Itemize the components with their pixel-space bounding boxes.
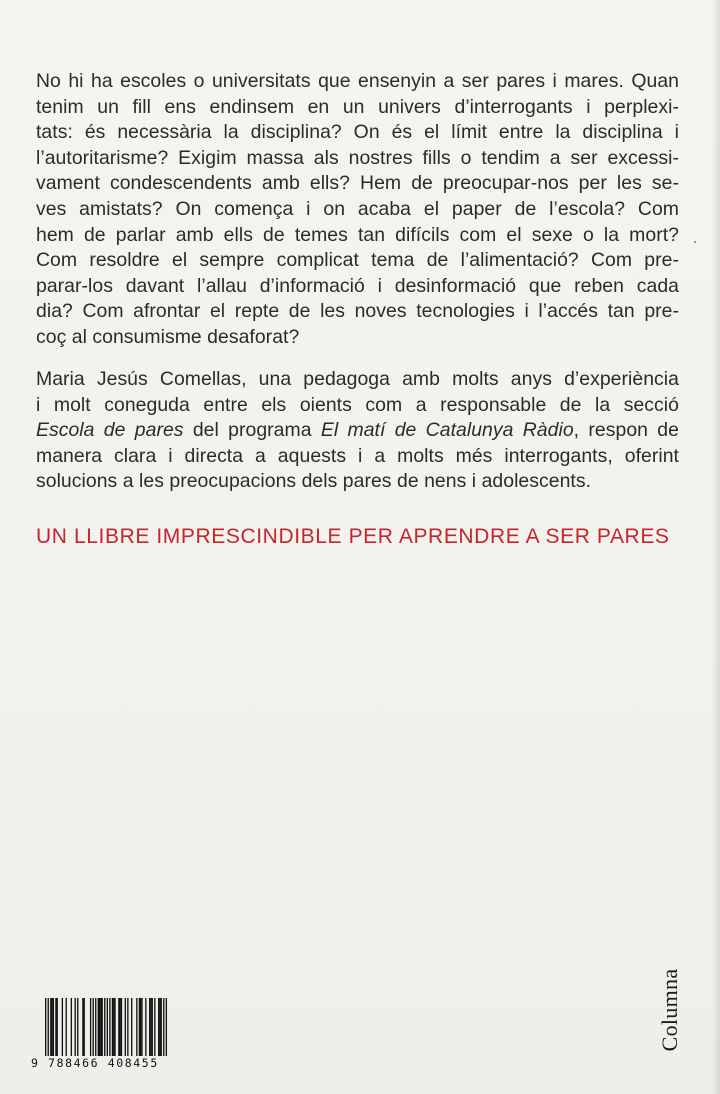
isbn-number: 9 788466 408455 [31, 1056, 159, 1070]
barcode-bar [163, 998, 164, 1056]
barcode-bars [45, 998, 167, 1056]
barcode-bar [100, 998, 101, 1056]
barcode-bar [45, 998, 46, 1056]
paragraph-1-line: coç al consumisme desaforat? [36, 325, 300, 348]
barcode-bar [75, 998, 76, 1056]
barcode-bar [136, 998, 137, 1056]
barcode-bar [104, 998, 105, 1056]
paragraph-1-line: No hi ha escoles o universitats que ensenyin a ser pares i mares. Quan [36, 70, 679, 92]
paragraph-1-line: ves amistats? On comença i on acaba el paper de l’escola? Com [36, 197, 679, 220]
barcode-bar [84, 998, 85, 1056]
barcode-bar [77, 998, 78, 1056]
publisher-logo [640, 960, 700, 1060]
barcode-bar [93, 998, 94, 1056]
paragraph-1-line: dia? Com afrontar el repte de les noves tecnologies i l’accés tan pre- [36, 300, 679, 323]
barcode-bar [118, 998, 119, 1056]
description-paragraph-1 [36, 69, 679, 351]
barcode-bar [114, 998, 115, 1056]
barcode-bar [141, 998, 142, 1056]
tagline: UN LLIBRE IMPRESCINDIBLE PER APRENDRE A SER PARES [36, 525, 670, 548]
barcode-bar [145, 998, 146, 1056]
barcode-bar [125, 998, 126, 1056]
barcode-bar [166, 998, 167, 1056]
radio-section-title: Escola de pares [36, 419, 184, 442]
barcode-bar [131, 998, 132, 1056]
barcode-bar [90, 998, 91, 1056]
barcode-bar [48, 998, 49, 1056]
barcode-bar [158, 998, 159, 1056]
paragraph-1-line: vament condescendents amb ells? Hem de preocupar-nos per les se- [36, 172, 679, 195]
barcode-bar [161, 998, 162, 1056]
barcode-bar [53, 998, 54, 1056]
barcode-bar [107, 998, 108, 1056]
paragraph-1-line: l’autoritarisme? Exigim massa als nostres fills o tendim a ser excessi- [36, 146, 679, 169]
paragraph-2-text: del programa [183, 419, 321, 442]
barcode-bar [149, 998, 150, 1056]
barcode-bar [119, 998, 120, 1056]
print-speck [694, 241, 696, 243]
barcode-bar [82, 998, 83, 1056]
paragraph-2-line: solucions a les preocupacions dels pares de nens i adolescents. [36, 470, 592, 493]
paragraph-2-line: Maria Jesús Comellas, una pedagoga amb molts anys d’experiència [36, 368, 679, 390]
barcode-bar [57, 998, 58, 1056]
description-paragraph-2 [36, 367, 679, 495]
paragraph-2-line: manera clara i directa a aquests i a molts més interrogants, oferint [36, 444, 679, 467]
paragraph-2-line: i molt coneguda entre els oients com a responsable de la secció [36, 393, 679, 416]
barcode-bar [95, 998, 96, 1056]
barcode-bar [102, 998, 103, 1056]
barcode-bar [98, 998, 99, 1056]
paragraph-1-line: tenim un fill ens endinsem en un univers d’interrogants i perplexi- [36, 95, 679, 118]
paragraph-1-line: parar-los davant l’allau d’informació i desinformació que reben cada [36, 274, 679, 297]
barcode-bar [154, 998, 155, 1056]
barcode-bar [121, 998, 122, 1056]
barcode-bar [112, 998, 113, 1056]
page-edge-shadow [712, 0, 720, 1094]
barcode-bar [71, 998, 72, 1056]
barcode-bar [113, 998, 114, 1056]
barcode-bar [99, 998, 100, 1056]
paragraph-1-line: tats: és necessària la disciplina? On és el límit entre la disciplina i [36, 121, 679, 144]
barcode-bar [62, 998, 63, 1056]
barcode-bar [140, 998, 141, 1056]
barcode-bar [51, 998, 52, 1056]
barcode-bar [159, 998, 160, 1056]
paragraph-2-line [36, 418, 679, 444]
barcode-bar [109, 998, 110, 1056]
barcode-bar [150, 998, 151, 1056]
paragraph-2-text: , respon de [573, 419, 679, 442]
isbn-barcode [31, 998, 169, 1074]
paragraph-1-line: hem de parlar amb ells de temes tan difícils com el sexe o la mort? [36, 223, 679, 246]
publisher-name: Columna [657, 968, 682, 1052]
barcode-bar [127, 998, 128, 1056]
paragraph-1-line: Com resoldre el sempre complicat tema de l’alimentació? Com pre- [36, 249, 679, 272]
barcode-bar [50, 998, 51, 1056]
barcode-bar [66, 998, 67, 1056]
barcode-bar [139, 998, 140, 1056]
barcode-bar [152, 998, 153, 1056]
radio-program-title: El matí de Catalunya Ràdio [320, 419, 574, 442]
barcode-bar [55, 998, 56, 1056]
